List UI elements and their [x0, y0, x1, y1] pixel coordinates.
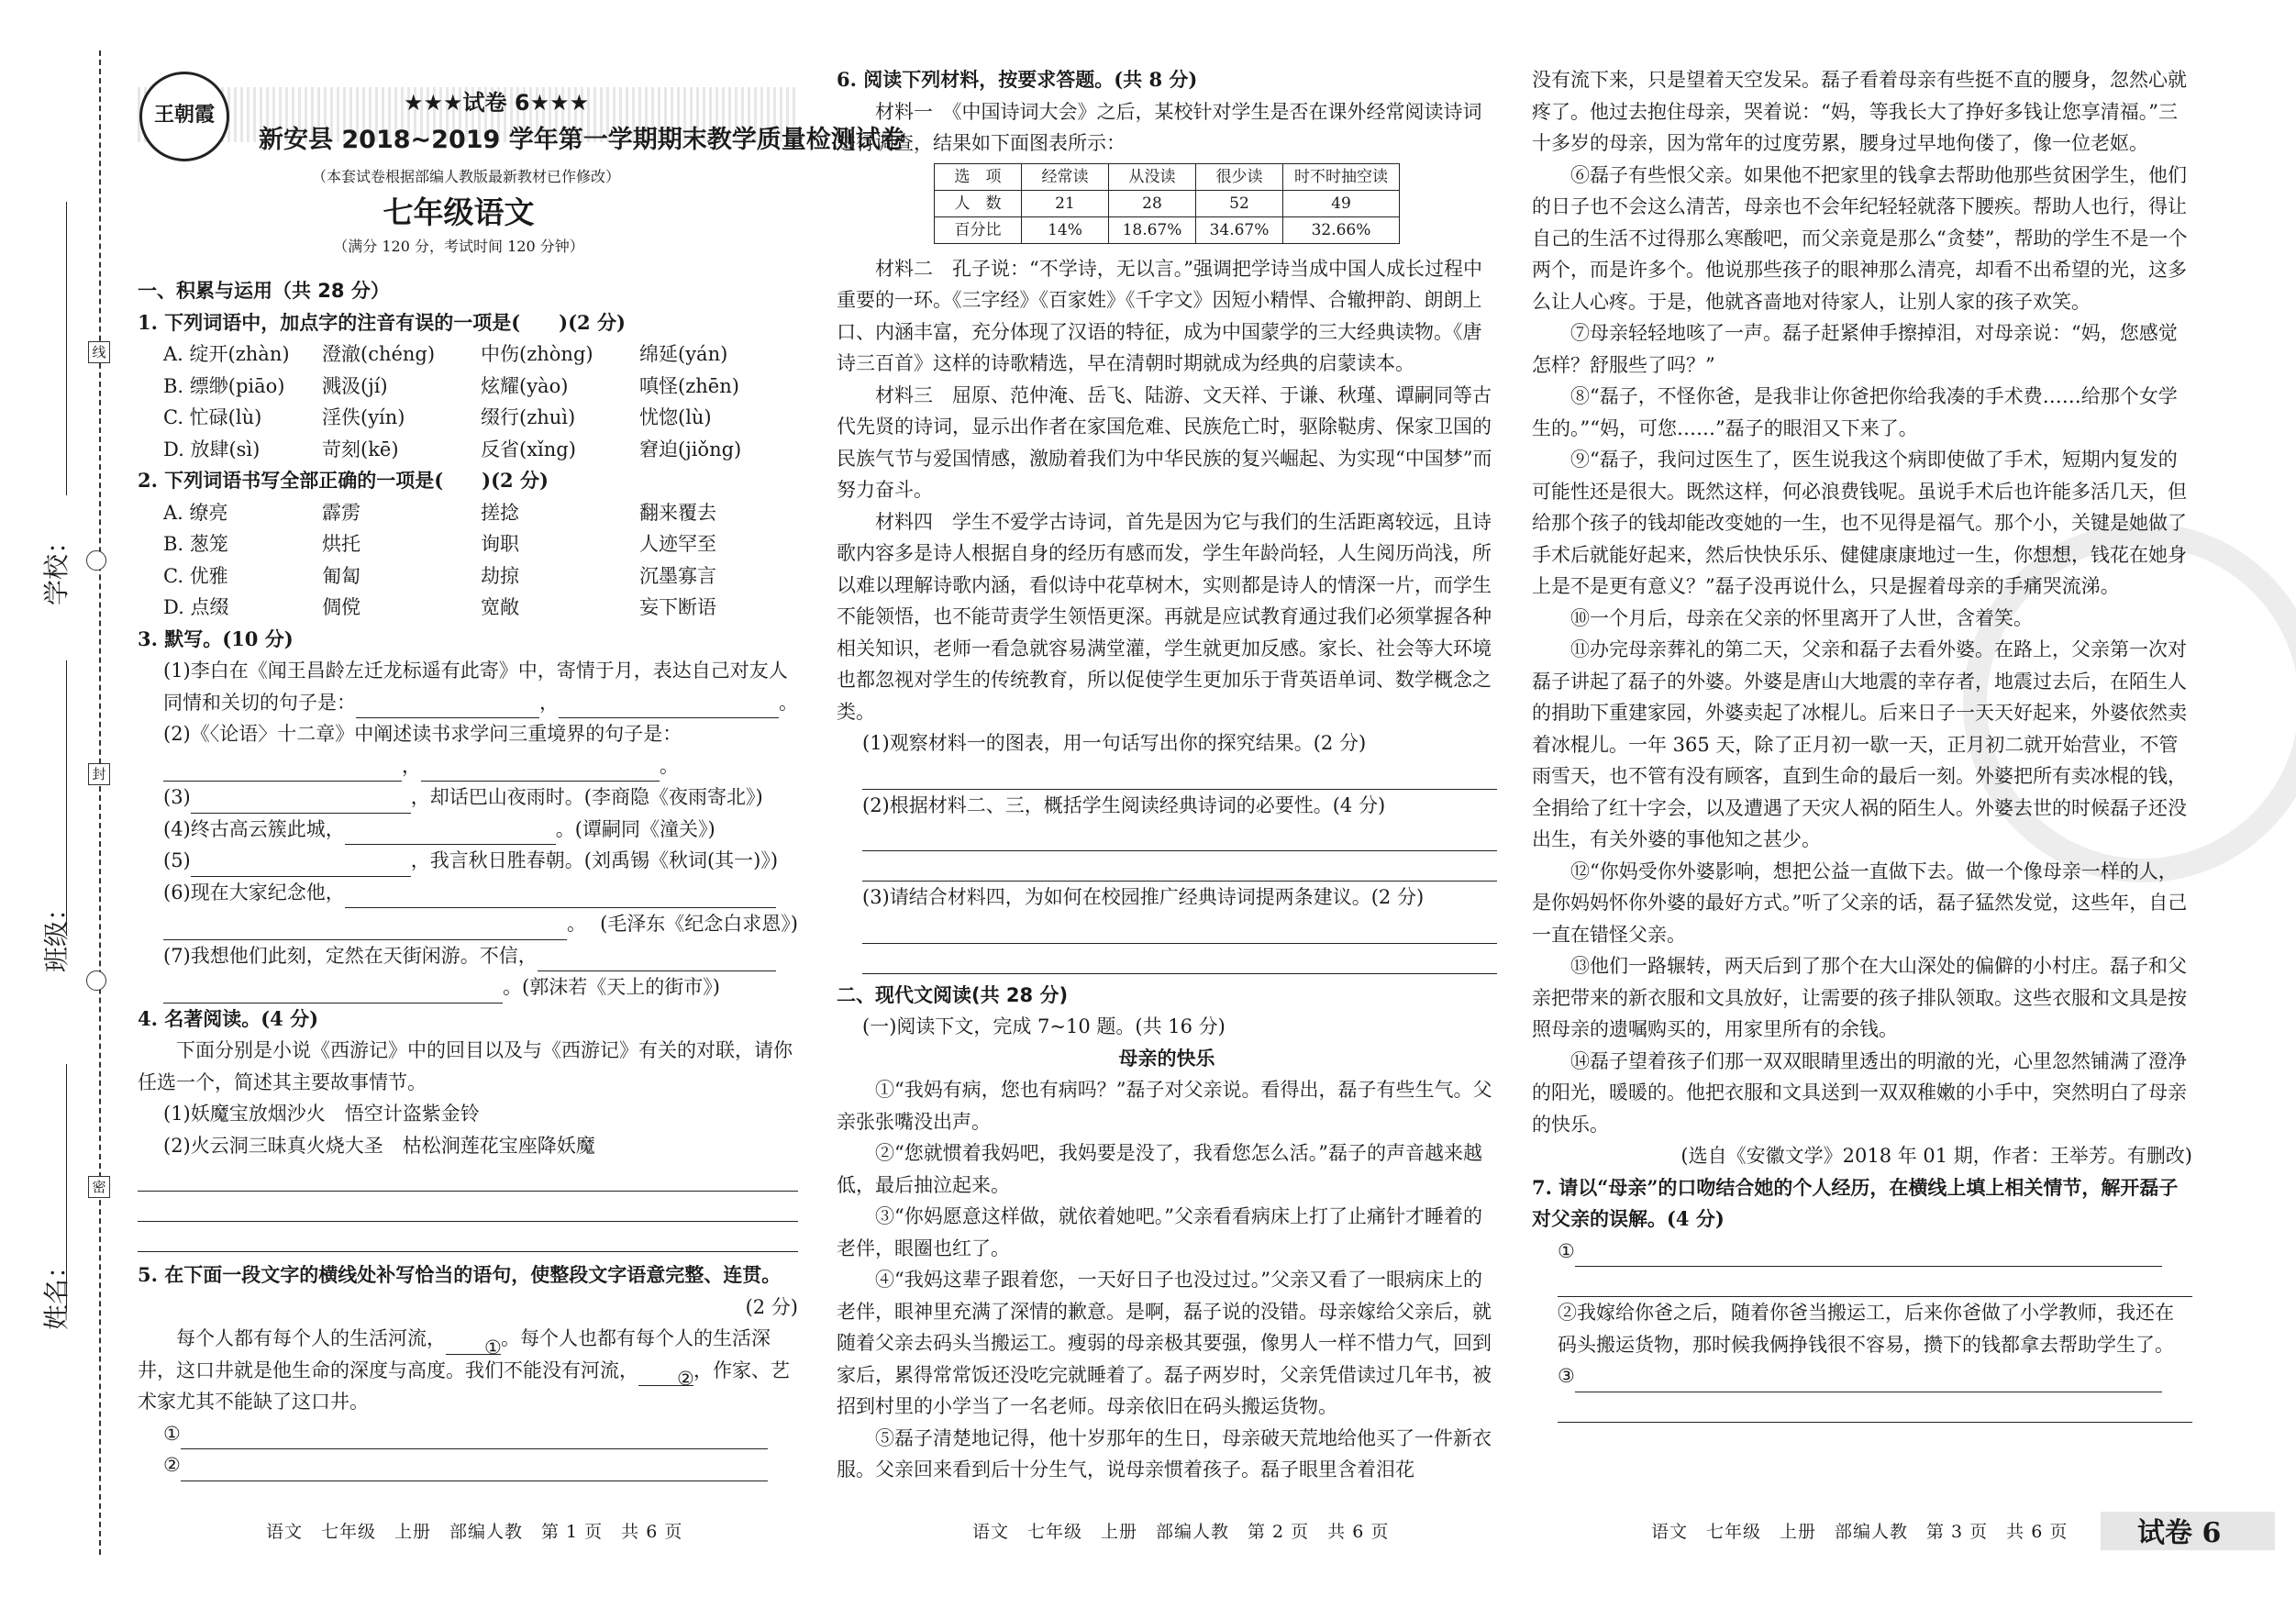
q3-1-line: 同情和关切的句子是： ， 。: [138, 687, 798, 719]
answer-line[interactable]: [138, 1192, 798, 1222]
q3-1-prompt-cont: 同情和关切的句子是：: [163, 691, 356, 714]
answer-blank[interactable]: [181, 1426, 768, 1449]
q1-word: 澄澈(chéng): [322, 343, 436, 365]
q5-score: (2 分): [745, 1295, 798, 1318]
answer-blank[interactable]: [191, 854, 411, 877]
table-cell: 52: [1196, 190, 1283, 216]
answer-blank[interactable]: [345, 822, 556, 845]
q3-7-line: [138, 940, 798, 972]
q7-marker: ①: [1558, 1239, 1575, 1262]
column-2: [837, 64, 1497, 1486]
story-para-5-cont: 没有流下来，只是望着天空发呆。磊子看着母亲有些挺不直的腰身，忽然心就疼了。他过去抱住母亲，哭着说：“妈，等我长大了挣好多钱让您享清福。”三十多岁的母亲，因为常年的过度劳累，腰身过早地佝偻了，像一位老妪。: [1532, 69, 2187, 154]
q1-option[interactable]: B. 缥缈(piāo): [163, 374, 285, 397]
story-para-9: ⑨“磊子，我问过医生了，医生说我这个病即使做了手术，短期内复发的可能性还是很大。既然这样，何必浪费钱呢。虽说手术后也许能多活几天，但给那个孩子的钱却能改变她的一生，也不见得是福气。那个小，关键是她做了手术后就能好起来，然后快快乐乐、健健康康地过一生，你想想，钱花在她身上是不是更有意义？”磊子没再说什么，只是握着母亲的手痛哭流涕。: [1532, 449, 2187, 597]
q2-option[interactable]: C. 优雅: [163, 564, 228, 587]
answer-blank[interactable]: [163, 759, 402, 782]
table-cell: 21: [1022, 190, 1109, 216]
q3-2-line: ， 。: [138, 750, 798, 782]
story-title: 母亲的快乐: [1118, 1047, 1215, 1070]
binding-dashed-line: [99, 50, 101, 1555]
answer-blank[interactable]: [1575, 1370, 2162, 1392]
q5-answer-marker: ②: [163, 1454, 181, 1476]
story-para-4: ④“我妈这辈子跟着您，一天好日子也没过过。”父亲又看了一眼病床上的老伴，眼神里充满了深情的歉意。是啊，磊子说的没错。母亲嫁给父亲后，就随着父亲去码头当搬运工。瘦弱的母亲极其要强，像男人一样不惜力气，回到家后，累得常常饭还没吃完就睡着了。磊子两岁时，父亲凭借读过几年书，被招到村里的小学当了一名老师。母亲依旧在码头搬运货物。: [837, 1269, 1492, 1417]
story-para-10: ⑩一个月后，母亲在父亲的怀里离开了人世，含着笑。: [1570, 606, 2033, 629]
table-cell: 34.67%: [1196, 216, 1283, 243]
q2-word: 霹雳: [322, 501, 360, 524]
table-cell: 从没读: [1109, 163, 1196, 190]
answer-blank[interactable]: [163, 917, 567, 940]
q1-option[interactable]: D. 放肆(sì): [163, 438, 261, 460]
answer-line[interactable]: [862, 944, 1497, 974]
answer-blank[interactable]: [181, 1458, 768, 1481]
answer-line[interactable]: [862, 821, 1497, 851]
question-3: 3. 默写。(10 分): [138, 627, 294, 650]
q3-7-line2: [138, 971, 798, 1004]
exam-subtitle: （本套试卷根据部编人教版最新教材已作修改）: [312, 168, 621, 185]
seal-char-secret: 密: [88, 1176, 110, 1198]
q3-6-line: [138, 877, 798, 909]
q6-1: (1)观察材料一的图表，用一句话写出你的探究结果。(2 分): [862, 732, 1367, 754]
q1-word: 中伤(zhòng): [481, 343, 593, 365]
q2-word: 妄下断语: [639, 596, 716, 618]
q2-word: 匍匐: [322, 564, 360, 587]
story-para-5: ⑤磊子清楚地记得，他十岁那年的生日，母亲破天荒地给他买了一件新衣服。父亲回来看到后十分生气，说母亲惯着孩子。磊子眼里含着泪花: [837, 1426, 1492, 1481]
score-time: （满分 120 分，考试时间 120 分钟）: [333, 238, 584, 255]
q2-word: 翻来覆去: [639, 501, 716, 524]
question-1: 1. 下列词语中，加点字的注音有误的一项是( )(2 分): [138, 310, 626, 334]
section-2-heading: 二、现代文阅读(共 28 分): [837, 983, 1069, 1006]
question-4: 4. 名著阅读。(4 分): [138, 1006, 319, 1030]
brand-logo-text: 王朝霞: [153, 103, 215, 127]
answer-line[interactable]: [138, 1222, 798, 1252]
q1-word: 缀行(zhuì): [481, 406, 576, 428]
q7-answer-1: [1532, 1236, 2192, 1268]
table-row: [935, 163, 1400, 190]
material-2: 材料二 孔子说：“不学诗，无以言。”强调把学诗当成中国人成长过程中重要的一环。《三字经》《百家姓》《千字文》因短小精悍、合辙押韵、朗朗上口、内涵丰富，充分体现了汉语的特征，成为中国蒙学的三大经典读物。《唐诗三百首》这样的诗歌精选，早在清朝时期就成为经典的启蒙读本。: [837, 257, 1482, 374]
q5-blank-1[interactable]: ①: [446, 1332, 501, 1355]
story-para-7: ⑦母亲轻轻地咳了一声。磊子赶紧伸手擦掉泪，对母亲说：“妈，您感觉怎样？舒服些了吗？”: [1532, 322, 2178, 376]
question-2: 2. 下列词语书写全部正确的一项是( )(2 分): [138, 469, 549, 492]
q5-passage: [138, 1323, 798, 1418]
table-cell: 经常读: [1022, 163, 1109, 190]
q2-option[interactable]: A. 缭亮: [163, 501, 228, 524]
answer-line[interactable]: [1558, 1267, 2192, 1297]
q3-7-src: 。(郭沫若《天上的街市》): [503, 976, 720, 998]
question-6: 6. 阅读下列材料，按要求答题。(共 8 分): [837, 68, 1198, 91]
q2-options-c: [138, 560, 798, 593]
q2-word: 人迹罕至: [639, 533, 716, 555]
material-3: 材料三 屈原、范仲淹、岳飞、陆游、文天祥、于谦、秋瑾、谭嗣同等古代先贤的诗词，显示出作者在家国危难、民族危亡时，驱除鞑虏、保家卫国的民族气节与爱国情感，激励着我们为中华民族的复兴崛起、为实现“中国梦”而努力奋斗。: [837, 383, 1492, 501]
school-label: 学校：: [41, 527, 72, 605]
q1-word: 溅汲(jí): [322, 374, 388, 397]
q4-passage: 下面分别是小说《西游记》中的回目以及与《西游记》有关的对联，请你任选一个，简述其主要故事情节。: [138, 1039, 793, 1093]
q3-5-text: ，我言秋日胜春朝。(刘禹锡《秋词(其一)》): [410, 849, 779, 871]
q1-option[interactable]: A. 绽开(zhàn): [163, 343, 290, 365]
q3-6-src: (毛泽东《纪念白求恩》): [600, 913, 798, 935]
table-cell: 时不时抽空读: [1283, 163, 1400, 190]
story-para-3: ③“你妈愿意这样做，就依着她吧。”父亲看看病床上打了止痛针才睡着的老伴，眼圈也红了。: [837, 1205, 1482, 1259]
q3-6-line2: 。 (毛泽东《纪念白求恩》): [138, 908, 798, 940]
q6-2: (2)根据材料二、三，概括学生阅读经典诗词的必要性。(4 分): [862, 793, 1386, 816]
answer-blank[interactable]: [538, 948, 776, 971]
answer-blank[interactable]: [345, 885, 776, 908]
q4-option-1: (1)妖魔宝放烟沙火 悟空计盗紫金铃: [163, 1103, 480, 1125]
class-label: 班级：: [41, 894, 72, 972]
answer-blank[interactable]: [163, 981, 503, 1004]
table-cell: 18.67%: [1109, 216, 1196, 243]
grade-subject: 七年级语文: [383, 194, 535, 230]
q4-option-2: (2)火云洞三昧真火烧大圣 枯松涧莲花宝座降妖魔: [163, 1134, 595, 1157]
answer-blank[interactable]: [1575, 1244, 2162, 1267]
question-5: 5. 在下面一段文字的横线处补写恰当的语句，使整段文字语意完整、连贯。: [138, 1263, 782, 1286]
footer-page-3: 语文 七年级 上册 部编人教 第 3 页 共 6 页: [1651, 1522, 2069, 1542]
section-1-heading: 一、积累与运用（共 28 分）: [138, 280, 390, 302]
story-para-13: ⑬他们一路辗转，两天后到了那个在大山深处的偏僻的小村庄。磊子和父亲把带来的新衣服和文具放好，让需要的孩子排队领取。这些衣服和文具是按照母亲的遗嘱购买的，用家里所有的余钱。: [1532, 955, 2187, 1040]
q1-word: 淫佚(yín): [322, 406, 405, 428]
exam-title: 新安县 2018~2019 学年第一学期期末教学质量检测试卷: [259, 126, 905, 154]
part-1-heading: (一)阅读下文，完成 7~10 题。(共 16 分): [862, 1015, 1226, 1037]
name-field[interactable]: [66, 1064, 67, 1312]
story-source: (选自《安徽文学》2018 年 01 期，作者：王举芳。有删改): [1680, 1145, 2192, 1167]
story-para-11: ⑪办完母亲葬礼的第二天，父亲和磊子去看外婆。在路上，父亲第一次对磊子讲起了磊子的外婆。外婆是唐山大地震的幸存者，地震过去后，在陌生人的捐助下重建家园，外婆卖起了冰棍儿。后来日子一天天好起来，外婆依然卖着冰棍儿。一年 365 天，除了正月初一歇一天，正月初二就开始营业，不管雨雪天，也不管有没有顾客，直到生命的最后一刻。外婆把所有卖冰棍的钱，全捐给了红十字会，以及遭遇了天灾人祸的陌生人。外婆去世的时候磊子还没出生，有关外婆的事他知之甚少。: [1532, 638, 2187, 850]
q1-word: 绵延(yán): [639, 343, 728, 365]
table-cell: 14%: [1022, 216, 1109, 243]
q2-word: 询职: [481, 533, 519, 555]
q5-text: 。每个人也都有每个人的生活深井，这口井就是他生命的深度与高度。我们不能没有河流，: [138, 1327, 771, 1381]
story-para-8: ⑧“磊子，不怪你爸，是我非让你爸把你给我凑的手术费……给那个女学生的。”“妈，可您……”磊子的眼泪又下来了。: [1532, 385, 2178, 439]
footer-page-1: 语文 七年级 上册 部编人教 第 1 页 共 6 页: [266, 1522, 683, 1542]
q1-word: 苛刻(kē): [322, 438, 399, 460]
table-row: [935, 216, 1400, 243]
q5-answer-marker: ①: [163, 1422, 181, 1445]
story-para-12: ⑫“你妈受你外婆影响，想把公益一直做下去。做一个像母亲一样的人，是你妈妈怀你外婆的最好方式。”听了父亲的话，磊子猛然发觉，这些年，自己一直在错怪父亲。: [1532, 859, 2188, 946]
q2-word: 宽敞: [481, 596, 519, 618]
table-row: [935, 190, 1400, 216]
q1-word: 窘迫(jiǒng): [639, 438, 742, 460]
seal-char-line: 线: [88, 341, 110, 363]
q2-word: 沉墨寡言: [639, 564, 716, 587]
q3-3-text: ，却话巴山夜雨时。(李商隐《夜雨寄北》): [410, 786, 763, 808]
story-para-1: ①“我妈有病，您也有病吗？”磊子对父亲说。看得出，磊子有些生气。父亲张张嘴没出声。: [837, 1079, 1492, 1133]
q3-3-line: (3) ，却话巴山夜雨时。(李商隐《夜雨寄北》): [138, 782, 798, 814]
seal-char-seal: 封: [88, 763, 110, 785]
answer-blank[interactable]: [191, 791, 411, 814]
paper-tag: ★★★试卷 6★★★: [404, 90, 590, 116]
story-para-6: ⑥磊子有些恨父亲。如果他不把家里的钱拿去帮助他那些贫困学生，他们的日子也不会这么清苦，母亲也不会年纪轻轻就落下腰疾。帮助人也行，得让自己的生活不过得那么寒酸吧，而父亲竟是那么“贪婪”，帮助的学生不是一个两个，而是许多个。他说那些孩子的眼神那么清亮，却看不出希望的光，这多么让人心疼。于是，他就吝啬地对待家人，让别人家的孩子欢笑。: [1532, 163, 2188, 313]
answer-line[interactable]: [862, 760, 1497, 790]
q3-4-line: [138, 814, 798, 846]
column-1: [138, 275, 798, 1481]
answer-line[interactable]: [1558, 1392, 2192, 1423]
q2-word: 搓捻: [481, 501, 519, 524]
table-cell: 选 项: [935, 163, 1022, 190]
q2-word: 烘托: [322, 533, 360, 555]
q2-option[interactable]: B. 葱笼: [163, 533, 228, 555]
q1-options-d: [138, 434, 798, 466]
q7-answer-3: [1532, 1360, 2192, 1392]
q5-text: 每个人都有每个人的生活河流，: [176, 1327, 446, 1349]
brand-logo: [139, 72, 229, 161]
material-1: 材料一 《中国诗词大会》之后，某校针对学生是否在课外经常阅读诗词进行调查，结果如下面图表所示：: [837, 100, 1482, 154]
q2-options-a: [138, 497, 798, 529]
material-4: 材料四 学生不爱学古诗词，首先是因为它与我们的生活距离较远，且诗歌内容多是诗人根据自身的经历有感而发，学生年龄尚轻，人生阅历尚浅，所以难以理解诗歌内涵，看似诗中花草树木，实则都是诗人的情深一片，而学生不能领悟，也不能苛责学生领悟更深。再就是应试教育通过我们必须掌握各种相关知识，老师一看急就容易满堂灌，学生就更加反感。家长、社会等大环境也都忽视对学生的传统教育，所以促使学生更加乐于背英语单词、数学概念之类。: [837, 510, 1492, 723]
name-label: 姓名：: [41, 1252, 72, 1330]
q5-answer-1: [138, 1418, 798, 1450]
q2-option[interactable]: D. 点缀: [163, 596, 229, 618]
q3-5-num: (5): [163, 849, 191, 871]
class-field[interactable]: [66, 660, 67, 936]
binding-hole-icon: [86, 550, 106, 571]
question-7: 7. 请以“母亲”的口吻结合她的个人经历，在横线上填上相关情节，解开磊子对父亲的误解。(4 分): [1532, 1175, 2179, 1230]
table-cell: 人 数: [935, 190, 1022, 216]
q2-options-d: [138, 592, 798, 624]
survey-table: [934, 163, 1400, 244]
answer-blank[interactable]: [559, 695, 779, 718]
q1-option[interactable]: C. 忙碌(lù): [163, 406, 262, 428]
q7-marker: ③: [1558, 1365, 1575, 1387]
q3-4-src: 。(谭嗣同《潼关》): [555, 817, 715, 840]
q1-word: 炫耀(yào): [481, 374, 569, 397]
table-cell: 49: [1283, 190, 1400, 216]
q1-word: 反省(xǐng): [481, 438, 576, 460]
answer-line[interactable]: [138, 1161, 798, 1192]
story-para-2: ②“您就惯着我妈吧，我妈要是没了，我看您怎么活。”磊子的声音越来越低，最后抽泣起来。: [837, 1142, 1482, 1196]
q5-answer-2: [138, 1449, 798, 1481]
q7-answer-2: ②我嫁给你爸之后，随着你爸当搬运工，后来你爸做了小学教师，我还在码头搬运货物，那时候我俩挣钱很不容易，攒下的钱都拿去帮助学生了。: [1558, 1302, 2174, 1356]
table-cell: 32.66%: [1283, 216, 1400, 243]
answer-line[interactable]: [862, 914, 1497, 944]
q3-6-text: (6)现在大家纪念他，: [163, 881, 345, 904]
table-cell: 很少读: [1196, 163, 1283, 190]
story-para-14: ⑭磊子望着孩子们那一双双眼睛里透出的明澈的光，心里忽然铺满了澄净的阳光，暖暖的。他把衣服和文具送到一双双稚嫩的小手中，突然明白了母亲的快乐。: [1532, 1049, 2187, 1136]
q5-blank-2[interactable]: ②: [638, 1363, 693, 1386]
table-cell: 百分比: [935, 216, 1022, 243]
q1-word: 嗔怪(zhēn): [639, 374, 739, 397]
q1-options-b: [138, 371, 798, 403]
answer-blank[interactable]: [356, 695, 539, 718]
q3-5-line: [138, 845, 798, 877]
q2-word: 劫掠: [481, 564, 519, 587]
answer-line[interactable]: [862, 851, 1497, 882]
q1-options-a: [138, 338, 798, 371]
q2-word: 倜傥: [322, 596, 360, 618]
q3-1-prompt: (1)李白在《闻王昌龄左迁龙标遥有此寄》中，寄情于月，表达自己对友人: [163, 660, 788, 682]
q1-word: 忧惚(lù): [639, 406, 712, 428]
q3-7-text: (7)我想他们此刻，定然在天街闲游。不信，: [163, 944, 538, 967]
q2-options-b: [138, 528, 798, 560]
q6-3: (3)请结合材料四，为如何在校园推广经典诗词提两条建议。(2 分): [862, 886, 1425, 908]
answer-blank[interactable]: [421, 759, 660, 782]
q3-4-text: (4)终古高云簇此城，: [163, 817, 345, 840]
footer-page-2: 语文 七年级 上册 部编人教 第 2 页 共 6 页: [972, 1522, 1390, 1542]
q1-options-c: [138, 402, 798, 434]
binding-hole-icon: [86, 970, 106, 991]
paper-badge: 试卷 6: [2137, 1517, 2222, 1549]
q3-2-prompt: (2)《〈论语〉十二章》中阐述读书求学问三重境界的句子是：: [163, 723, 682, 745]
q5-text: ，作家、艺术家尤其不能缺了这口井。: [138, 1359, 790, 1413]
table-cell: 28: [1109, 190, 1196, 216]
